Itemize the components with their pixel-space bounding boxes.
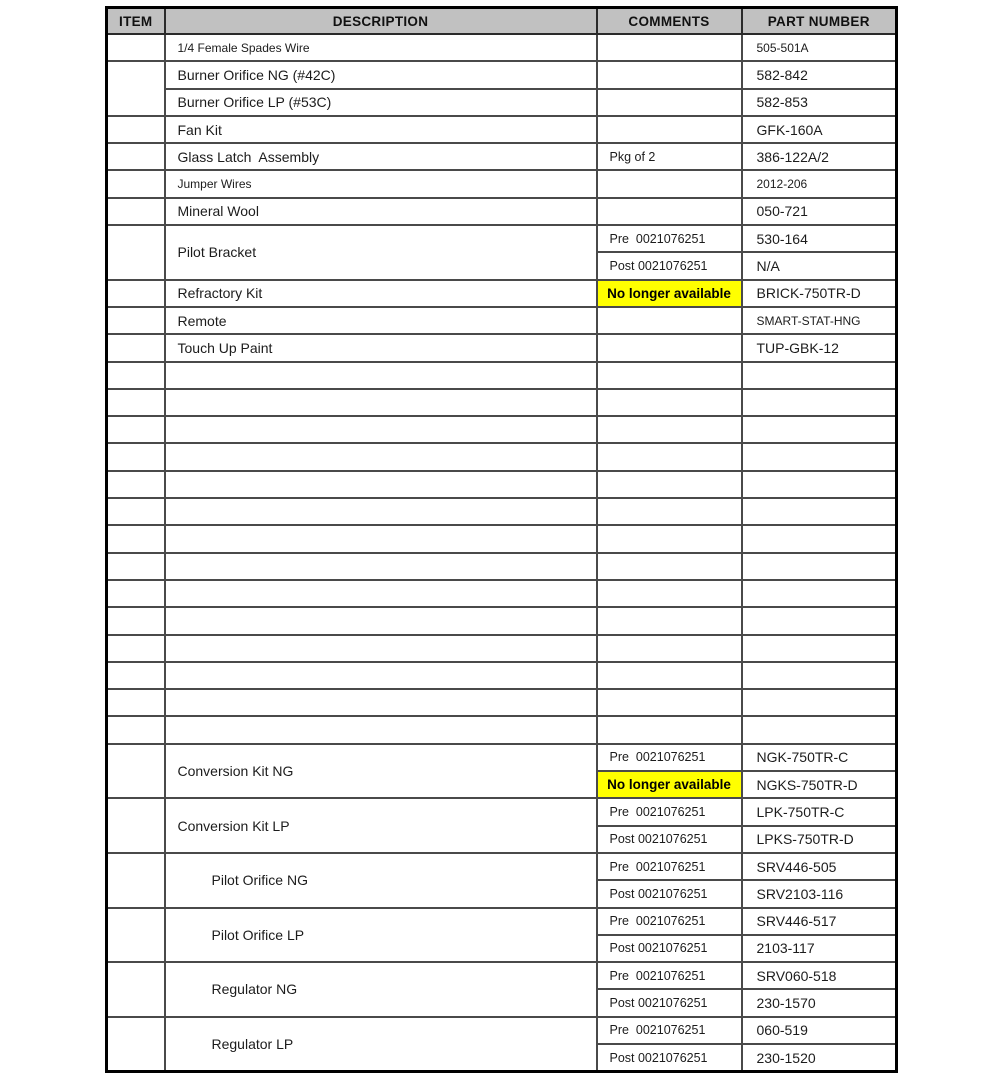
table-row [107, 307, 897, 334]
comment-cell: Pre 0021076251 [597, 798, 742, 825]
part-number-cell: LPK-750TR-C [742, 798, 897, 825]
comment-cell: Pre 0021076251 [597, 1017, 742, 1044]
column-header-item: ITEM [107, 8, 165, 35]
description-cell [165, 662, 597, 689]
part-number-cell: 582-853 [742, 89, 897, 116]
comment-cell: Post 0021076251 [597, 880, 742, 907]
column-header-comments: COMMENTS [597, 8, 742, 35]
table-row [107, 143, 897, 170]
item-cell [107, 307, 165, 334]
table-row [107, 498, 897, 525]
description-cell [165, 498, 597, 525]
table-row [107, 962, 897, 989]
description-cell: Regulator NG [165, 962, 597, 1017]
table-row [107, 116, 897, 143]
comment-cell [597, 689, 742, 716]
description-cell [165, 416, 597, 443]
part-number-cell: SRV446-505 [742, 853, 897, 880]
description-cell: Remote [165, 307, 597, 334]
part-number-cell: 2012-206 [742, 170, 897, 197]
part-number-cell: SRV446-517 [742, 908, 897, 935]
part-number-cell [742, 443, 897, 470]
item-cell [107, 744, 165, 799]
table-row [107, 280, 897, 307]
item-cell [107, 962, 165, 1017]
description-cell [165, 471, 597, 498]
part-number-cell: BRICK-750TR-D [742, 280, 897, 307]
part-number-cell: SRV060-518 [742, 962, 897, 989]
description-cell [165, 580, 597, 607]
description-cell: Jumper Wires [165, 170, 597, 197]
item-cell [107, 525, 165, 552]
comment-cell [597, 662, 742, 689]
table-row [107, 198, 897, 225]
description-cell [165, 689, 597, 716]
part-number-cell [742, 525, 897, 552]
description-cell [165, 553, 597, 580]
item-cell [107, 853, 165, 908]
item-cell [107, 471, 165, 498]
part-number-cell: NGKS-750TR-D [742, 771, 897, 798]
part-number-cell: 386-122A/2 [742, 143, 897, 170]
description-cell: Regulator LP [165, 1017, 597, 1072]
comment-cell [597, 443, 742, 470]
item-cell [107, 635, 165, 662]
comment-cell [597, 607, 742, 634]
part-number-cell [742, 716, 897, 743]
item-cell [107, 280, 165, 307]
description-cell [165, 389, 597, 416]
table-row [107, 744, 897, 771]
item-cell [107, 716, 165, 743]
comment-cell [597, 61, 742, 88]
item-cell [107, 416, 165, 443]
description-cell [165, 716, 597, 743]
table-row [107, 170, 897, 197]
part-number-cell: 505-501A [742, 34, 897, 61]
table-row [107, 662, 897, 689]
description-cell [165, 525, 597, 552]
description-cell: Burner Orifice NG (#42C) [165, 61, 597, 88]
comment-cell [597, 580, 742, 607]
comment-cell [597, 334, 742, 361]
table-row [107, 61, 897, 88]
part-number-cell [742, 635, 897, 662]
comment-cell [597, 471, 742, 498]
column-header-description: DESCRIPTION [165, 8, 597, 35]
comment-cell: Pre 0021076251 [597, 225, 742, 252]
comment-cell: Post 0021076251 [597, 826, 742, 853]
table-row [107, 716, 897, 743]
comment-cell [597, 716, 742, 743]
comment-cell: Post 0021076251 [597, 989, 742, 1016]
column-header-part-number: PART NUMBER [742, 8, 897, 35]
table-row [107, 389, 897, 416]
part-number-cell [742, 416, 897, 443]
part-number-cell [742, 362, 897, 389]
item-cell [107, 61, 165, 116]
table-row [107, 635, 897, 662]
table-row [107, 1017, 897, 1044]
table-body [107, 34, 897, 1072]
part-number-cell: 582-842 [742, 61, 897, 88]
part-number-cell: LPKS-750TR-D [742, 826, 897, 853]
item-cell [107, 198, 165, 225]
table-row [107, 443, 897, 470]
comment-cell: Post 0021076251 [597, 935, 742, 962]
table-row [107, 471, 897, 498]
item-cell [107, 170, 165, 197]
description-cell [165, 443, 597, 470]
comment-cell [597, 198, 742, 225]
part-number-cell [742, 580, 897, 607]
description-cell: Conversion Kit NG [165, 744, 597, 799]
comment-cell [597, 525, 742, 552]
item-cell [107, 225, 165, 280]
table-row [107, 689, 897, 716]
description-cell [165, 607, 597, 634]
comment-cell [597, 170, 742, 197]
item-cell [107, 662, 165, 689]
description-cell: Pilot Orifice NG [165, 853, 597, 908]
header-row [107, 8, 897, 35]
table-row [107, 34, 897, 61]
comment-cell-no-longer-available: No longer available [597, 771, 742, 798]
comment-cell [597, 89, 742, 116]
comment-cell [597, 34, 742, 61]
description-cell: 1/4 Female Spades Wire [165, 34, 597, 61]
table-row [107, 908, 897, 935]
item-cell [107, 143, 165, 170]
part-number-cell: SRV2103-116 [742, 880, 897, 907]
part-number-cell: NGK-750TR-C [742, 744, 897, 771]
part-number-cell: 230-1570 [742, 989, 897, 1016]
part-number-cell: SMART-STAT-HNG [742, 307, 897, 334]
table-row [107, 416, 897, 443]
description-cell [165, 362, 597, 389]
part-number-cell: 530-164 [742, 225, 897, 252]
description-cell [165, 635, 597, 662]
comment-cell: Post 0021076251 [597, 252, 742, 279]
table-row [107, 580, 897, 607]
parts-table-header [107, 8, 897, 35]
description-cell: Touch Up Paint [165, 334, 597, 361]
part-number-cell [742, 553, 897, 580]
table-row [107, 607, 897, 634]
table-row [107, 853, 897, 880]
table-row [107, 362, 897, 389]
item-cell [107, 362, 165, 389]
comment-cell: Post 0021076251 [597, 1044, 742, 1072]
comment-cell: Pre 0021076251 [597, 962, 742, 989]
item-cell [107, 116, 165, 143]
item-cell [107, 389, 165, 416]
description-cell: Glass Latch Assembly [165, 143, 597, 170]
item-cell [107, 689, 165, 716]
item-cell [107, 553, 165, 580]
table-row [107, 225, 897, 252]
part-number-cell [742, 498, 897, 525]
part-number-cell [742, 389, 897, 416]
table-row [107, 525, 897, 552]
table-row [107, 798, 897, 825]
comment-cell [597, 416, 742, 443]
part-number-cell: GFK-160A [742, 116, 897, 143]
comment-cell: Pre 0021076251 [597, 853, 742, 880]
table-row [107, 553, 897, 580]
part-number-cell: 060-519 [742, 1017, 897, 1044]
part-number-cell: 050-721 [742, 198, 897, 225]
description-cell: Refractory Kit [165, 280, 597, 307]
description-cell: Burner Orifice LP (#53C) [165, 89, 597, 116]
parts-table [105, 6, 898, 1073]
item-cell [107, 607, 165, 634]
comment-cell [597, 389, 742, 416]
part-number-cell [742, 607, 897, 634]
table-row [107, 89, 897, 116]
item-cell [107, 908, 165, 963]
part-number-cell: 2103-117 [742, 935, 897, 962]
comment-cell [597, 307, 742, 334]
description-cell: Pilot Bracket [165, 225, 597, 280]
item-cell [107, 334, 165, 361]
comment-cell: Pre 0021076251 [597, 908, 742, 935]
description-cell: Conversion Kit LP [165, 798, 597, 853]
comment-cell [597, 553, 742, 580]
description-cell: Fan Kit [165, 116, 597, 143]
description-cell: Pilot Orifice LP [165, 908, 597, 963]
item-cell [107, 1017, 165, 1072]
item-cell [107, 798, 165, 853]
part-number-cell: N/A [742, 252, 897, 279]
item-cell [107, 34, 165, 61]
item-cell [107, 580, 165, 607]
description-cell: Mineral Wool [165, 198, 597, 225]
comment-cell [597, 635, 742, 662]
comment-cell: Pre 0021076251 [597, 744, 742, 771]
comment-cell [597, 498, 742, 525]
item-cell [107, 443, 165, 470]
part-number-cell [742, 471, 897, 498]
table-row [107, 334, 897, 361]
comment-cell [597, 362, 742, 389]
part-number-cell [742, 662, 897, 689]
part-number-cell [742, 689, 897, 716]
part-number-cell: TUP-GBK-12 [742, 334, 897, 361]
item-cell [107, 498, 165, 525]
comment-cell: Pkg of 2 [597, 143, 742, 170]
part-number-cell: 230-1520 [742, 1044, 897, 1072]
comment-cell [597, 116, 742, 143]
comment-cell-no-longer-available: No longer available [597, 280, 742, 307]
